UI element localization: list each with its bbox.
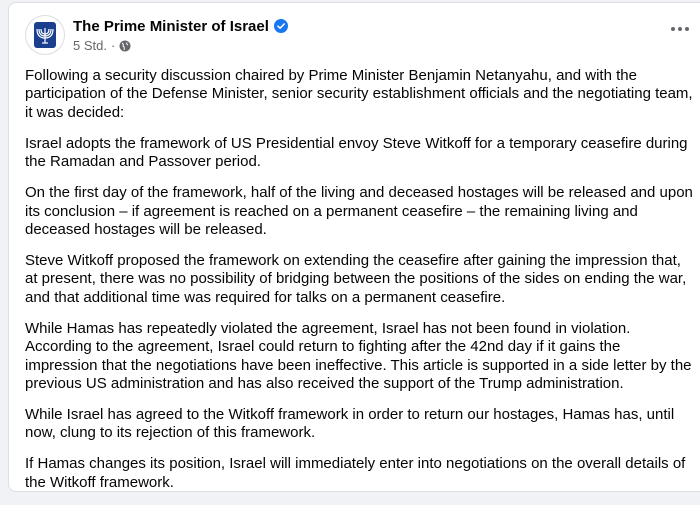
post-card bbox=[8, 2, 700, 492]
menorah-emblem-icon[interactable] bbox=[25, 15, 65, 55]
post-paragraph: Steve Witkoff proposed the framework on extending the ceasefire after gaining the impression that, at present, there was no possibility of bridging between the positions of the sides on ending the war, and that additional time was required for talks on a permanent ceasefire. bbox=[25, 252, 687, 306]
more-dot bbox=[671, 27, 675, 31]
globe-icon[interactable] bbox=[119, 40, 131, 52]
author-name[interactable]: The Prime Minister of Israel bbox=[73, 17, 269, 35]
more-dot bbox=[678, 27, 682, 31]
post-body bbox=[25, 67, 697, 505]
post-paragraph: Following a security discussion chaired by Prime Minister Benjamin Netanyahu, and with the participation of the Defense Minister, senior security establishment officials and the negotiating team, it was decided: bbox=[25, 67, 693, 121]
verified-badge-icon bbox=[274, 19, 288, 33]
more-options-icon[interactable] bbox=[671, 27, 689, 31]
author-row bbox=[73, 15, 288, 37]
post-paragraph: On the first day of the framework, half of the living and deceased hostages will be released and upon its conclusion – if agreement is reached on a permanent ceasefire – the remaining living and deceased hostages will be released. bbox=[25, 184, 693, 239]
separator-dot: · bbox=[110, 38, 116, 53]
post-subline bbox=[73, 38, 288, 53]
more-dot bbox=[685, 27, 689, 31]
post-paragraph: While Israel has agreed to the Witkoff framework in order to return our hostages, Hamas has, until now, clung to its rejection of this framework. bbox=[25, 406, 675, 442]
post-timestamp[interactable]: 5 Std. bbox=[73, 38, 107, 53]
post-paragraph: Israel adopts the framework of US Presidential envoy Steve Witkoff for a temporary ceasefire during the Ramadan and Passover period. bbox=[25, 134, 688, 171]
post-paragraph: While Hamas has repeatedly violated the agreement, Israel has not been found in violation. According to the agreement, Israel could return to fighting after the 42nd day if it gains the impression that the negotiations have been ineffective. This article is supported in a side letter by the previous US administration and has also received the support of the Trump administration. bbox=[25, 319, 692, 393]
post-header bbox=[25, 15, 288, 55]
post-paragraph: If Hamas changes its position, Israel will immediately enter into negotiations on the overall details of the Witkoff framework. bbox=[25, 455, 686, 491]
post-meta bbox=[73, 15, 288, 53]
